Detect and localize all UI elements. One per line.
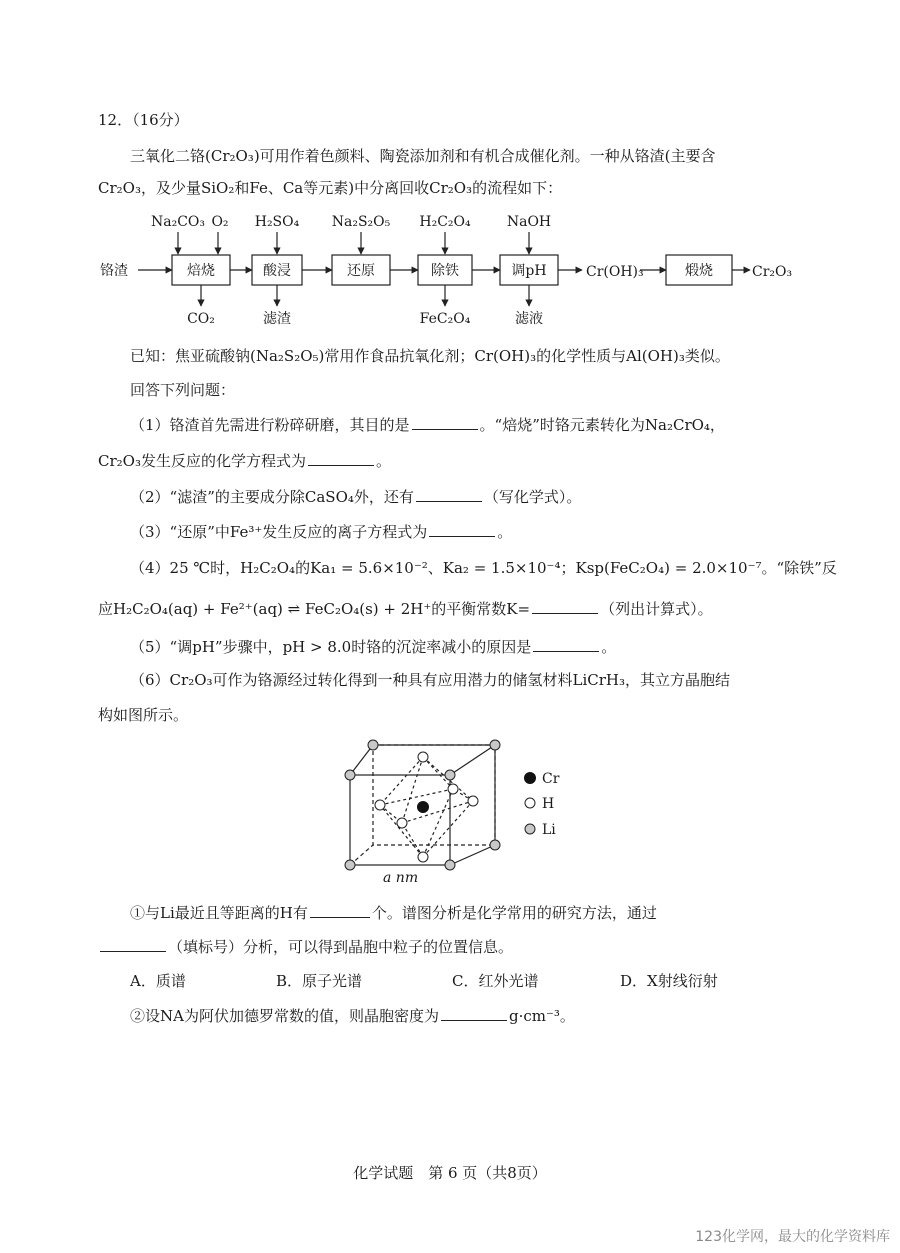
- answer-prompt: 回答下列问题：: [130, 381, 236, 399]
- input-naoh: NaOH: [506, 214, 552, 230]
- option-c[interactable]: C．红外光谱: [452, 972, 539, 990]
- input-o2: O₂: [211, 214, 229, 230]
- watermark: 123化学网，最大的化学资料库: [695, 1229, 890, 1245]
- step-label-reduce: 还原: [347, 263, 375, 279]
- sub1-text-c: （填标号）分析，可以得到晶胞中粒子的位置信息。: [168, 938, 514, 956]
- flow-start: 铬渣: [100, 263, 128, 279]
- flow-intermediate-label: Cr(OH)₃: [586, 264, 644, 280]
- q1-text-b: 。“焙烧”时铬元素转化为Na₂CrO₄，: [479, 416, 725, 434]
- q1-line-1: [130, 414, 725, 435]
- output-filter-residue: 滤渣: [263, 311, 291, 327]
- input-h2so4: H₂SO₄: [254, 214, 300, 230]
- legend-li: Li: [542, 822, 556, 838]
- legend-cr: Cr: [542, 771, 560, 787]
- q5-text-b: 。: [601, 638, 617, 656]
- q5-text-a: （5）“调pH”步骤中，pH > 8.0时铬的沉淀率减小的原因是: [130, 638, 532, 656]
- q4-text-b: 应H₂C₂O₄(aq) + Fe²⁺(aq) ⇌ FeC₂O₄(s) + 2H⁺的平衡常数K=: [98, 600, 531, 618]
- q2-text-b: （写化学式）。: [483, 488, 582, 506]
- q1-blank-2[interactable]: [308, 450, 374, 466]
- option-d[interactable]: D．X射线衍射: [620, 972, 718, 990]
- q5-line: [130, 636, 616, 657]
- output-filtrate: 滤液: [515, 311, 543, 327]
- q4-text-c: （列出计算式）。: [600, 600, 713, 618]
- flow-product-label: Cr₂O₃: [752, 264, 793, 280]
- input-na2co3: Na₂CO₃: [150, 214, 206, 230]
- output-fec2o4: FeC₂O₄: [419, 311, 471, 327]
- q1-blank-1[interactable]: [412, 414, 478, 430]
- intro-line-2: Cr₂O₃，及少量SiO₂和Fe、Ca等元素)中分离回收Cr₂O₃的流程如下：: [98, 179, 563, 197]
- page-footer: 化学试题 第 6 页（共8页）: [353, 1164, 547, 1182]
- q3-text-a: （3）“还原”中Fe³⁺发生反应的离子方程式为: [130, 523, 428, 541]
- intro-line-1: 三氧化二铬(Cr₂O₃)可用作着色颜料、陶瓷添加剂和有机合成催化剂。一种从铬渣(主要含: [130, 147, 716, 165]
- q1-text-a: （1）铬渣首先需进行粉碎研磨，其目的是: [130, 416, 410, 434]
- sub2-text-a: ②设NA为阿伏加德罗常数的值，则晶胞密度为: [130, 1007, 439, 1025]
- legend-h: H: [542, 796, 555, 812]
- q5-blank[interactable]: [533, 636, 599, 652]
- sub1-text-b: 个。谱图分析是化学常用的研究方法，通过: [371, 904, 657, 922]
- q2-blank[interactable]: [416, 486, 482, 502]
- output-co2: CO₂: [187, 311, 215, 327]
- q4-line-1: （4）25 ℃时，H₂C₂O₄的Ka₁ = 5.6×10⁻²、Ka₂ = 1.5×10⁻⁴；Ksp(FeC₂O₄) = 2.0×10⁻⁷。“除铁”反: [130, 559, 837, 577]
- q1-line-2: [98, 450, 391, 471]
- input-h2c2o4: H₂C₂O₄: [419, 214, 471, 230]
- option-b[interactable]: B．原子光谱: [276, 972, 363, 990]
- sub1-line-2: [98, 936, 513, 957]
- step-label-roast: 焙烧: [187, 263, 215, 279]
- q4-blank[interactable]: [532, 598, 598, 614]
- q3-text-b: 。: [497, 523, 513, 541]
- sub2-text-b: g·cm⁻³。: [508, 1007, 575, 1025]
- sub2-line: [130, 1005, 575, 1026]
- q2-text-a: （2）“滤渣”的主要成分除CaSO₄外，还有: [130, 488, 414, 506]
- input-na2s2o5: Na₂S₂O₅: [331, 214, 391, 230]
- known-info: 已知：焦亚硫酸钠(Na₂S₂O₅)常用作食品抗氧化剂；Cr(OH)₃的化学性质与Al(OH)₃类似。: [130, 347, 730, 365]
- crystal-cell-diagram: [335, 735, 575, 885]
- q6-line-1: （6）Cr₂O₃可作为铬源经过转化得到一种具有应用潜力的储氢材料LiCrH₃，其立方晶胞结: [130, 671, 731, 689]
- q2-line: [130, 486, 581, 507]
- sub2-blank[interactable]: [441, 1005, 507, 1021]
- sub1-blank-1[interactable]: [310, 902, 370, 918]
- sub1-text-a: ①与Li最近且等距离的H有: [130, 904, 308, 922]
- process-flow-diagram: [100, 210, 800, 335]
- q6-line-2: 构如图所示。: [98, 706, 189, 724]
- q4-line-2: [98, 598, 713, 619]
- edge-label: a nm: [383, 870, 419, 885]
- q1-text-c: Cr₂O₃发生反应的化学方程式为: [98, 452, 306, 470]
- sub1-line-1: [130, 902, 657, 923]
- question-number: 12．（16分）: [98, 111, 189, 129]
- q3-blank[interactable]: [429, 521, 495, 537]
- option-a[interactable]: A．质谱: [130, 972, 186, 990]
- q3-line: [130, 521, 512, 542]
- sub1-blank-2[interactable]: [100, 936, 166, 952]
- step-label-acid-leach: 酸浸: [263, 263, 291, 279]
- step-label-adjust-ph: 调pH: [511, 263, 547, 279]
- step-label-remove-iron: 除铁: [431, 263, 459, 279]
- q1-text-d: 。: [375, 452, 391, 470]
- step-label-calcine: 煅烧: [685, 263, 713, 279]
